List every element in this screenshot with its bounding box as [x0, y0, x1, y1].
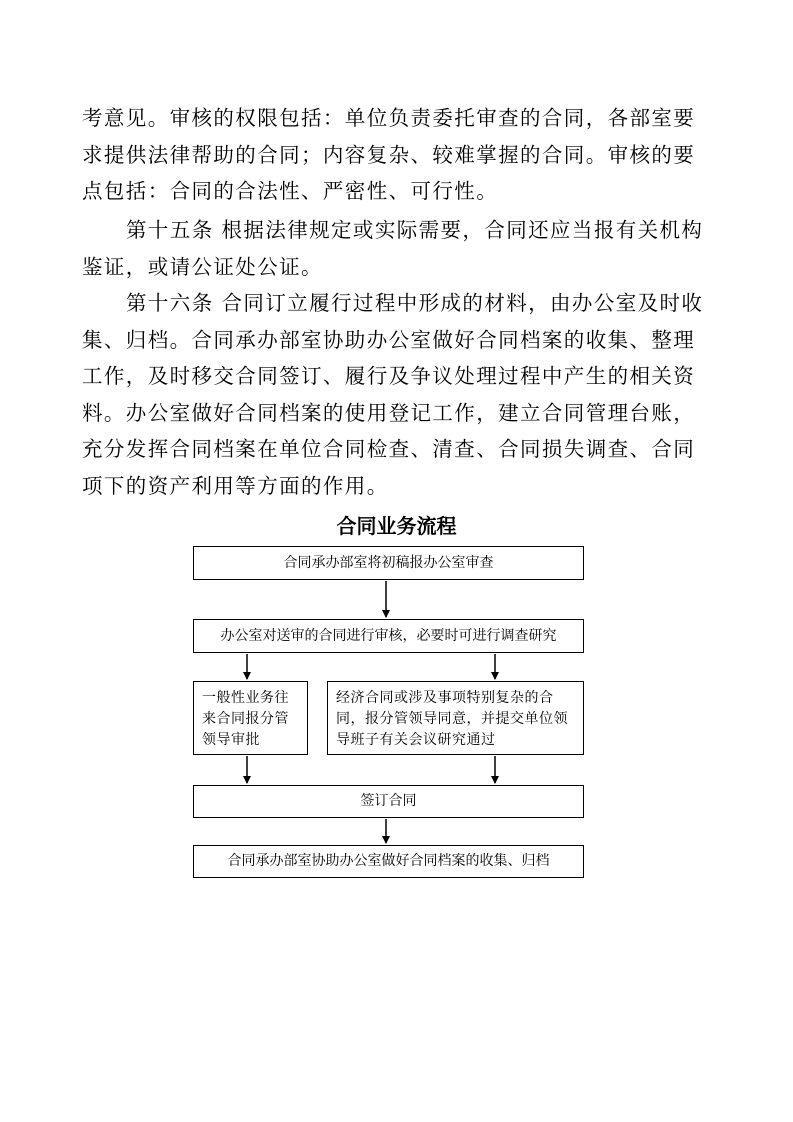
flow-step-sign-contract: 签订合同: [193, 785, 584, 818]
paragraph-review-scope: 考意见。审核的权限包括：单位负责委托审查的合同，各部室要求提供法律帮助的合同；内容复杂、较难掌握的合同。审核的要点包括：合同的合法性、严密性、可行性。: [82, 106, 696, 203]
paragraph-article-15: 第十五条 根据法律规定或实际需要，合同还应当报有关机构鉴证，或请公证处公证。: [82, 218, 704, 279]
flow-step-office-review: 办公室对送审的合同进行审核，必要时可进行调查研究: [193, 619, 584, 653]
flow-branch-general-contract: 一般性业务往来合同报分管领导审批: [193, 681, 308, 755]
flow-step-draft-submission: 合同承办部室将初稿报办公室审查: [193, 546, 584, 580]
paragraph-article-16: 第十六条 合同订立履行过程中形成的材料，由办公室及时收集、归档。合同承办部室协助办公室做好合同档案的收集、整理工作，及时移交合同签订、履行及争议处理过程中产生的相关资料。办公室做好合同档案的使用登记工作，建立合同管理台账，充分发挥合同档案在单位合同检查、清查、合同损失调查、合同项下的资产利用等方面的作用。: [82, 291, 704, 498]
flow-branch-complex-contract: 经济合同或涉及事项特别复杂的合同，报分管领导同意，并提交单位领导班子有关会议研究通过: [327, 681, 584, 755]
flowchart-title: 合同业务流程: [336, 514, 457, 538]
flow-step-archive: 合同承办部室协助办公室做好合同档案的收集、归档: [193, 845, 584, 878]
